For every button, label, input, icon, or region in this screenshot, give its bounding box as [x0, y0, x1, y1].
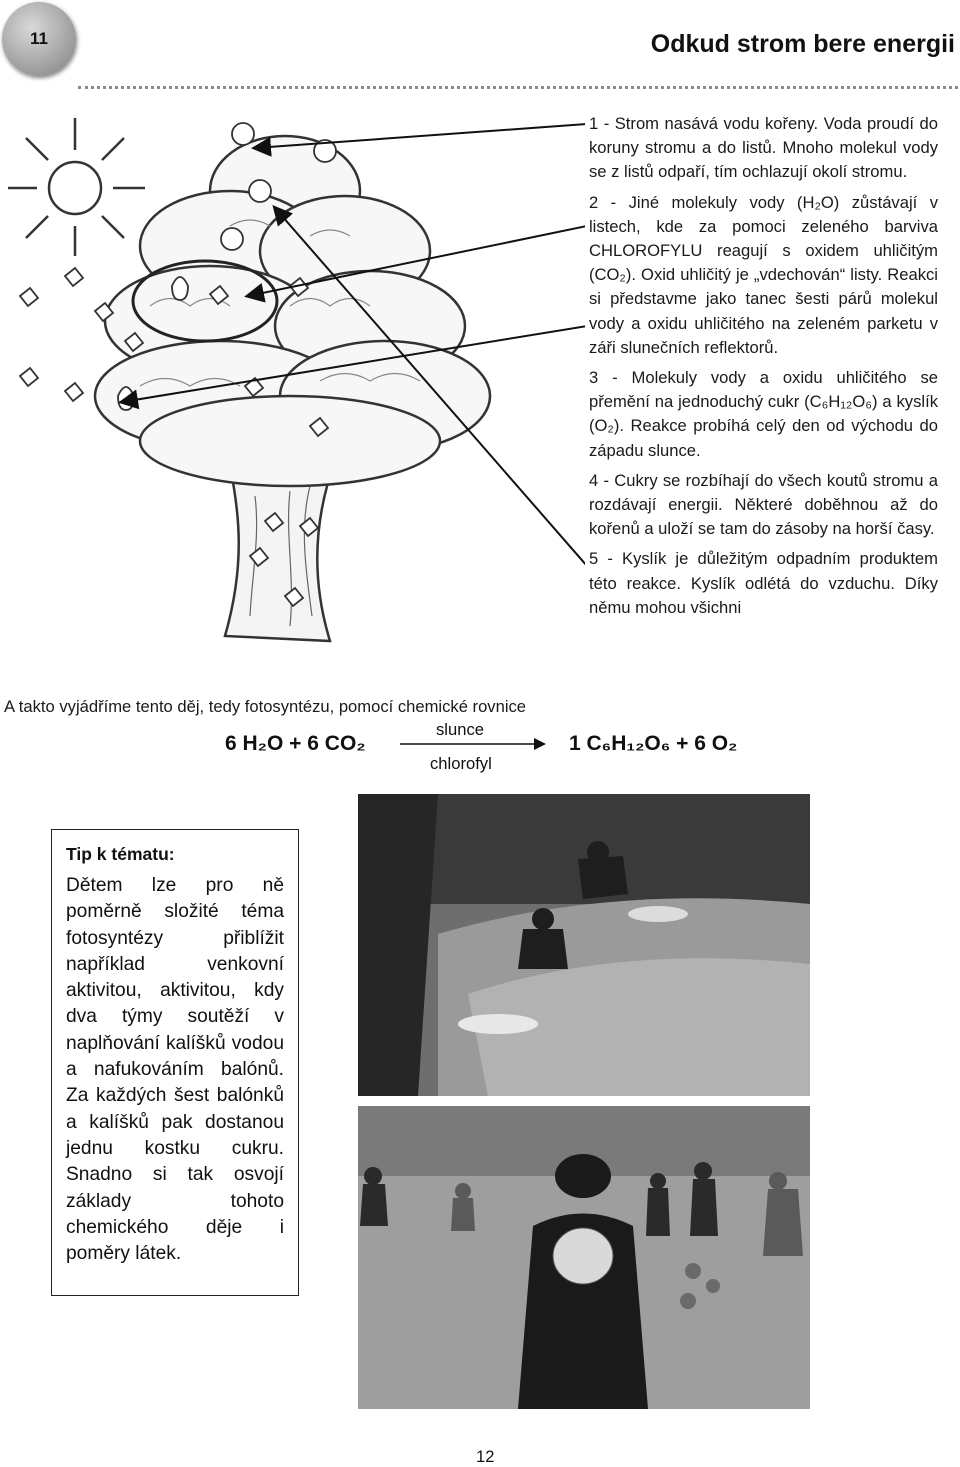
tree-canopy	[95, 136, 490, 486]
paragraph-1: 1 - Strom nasává vodu kořeny. Voda proudí do koruny stromu a do listů. Mnoho molekul vody se z listů odpaří, tím ochlazují okolí stromu.	[589, 114, 938, 182]
page-title: Odkud strom bere energii	[650, 30, 955, 58]
photo-children-with-balloons	[358, 1106, 810, 1409]
tip-body: Dětem lze pro ně poměrně složité téma fotosyntézy přiblížit například venkovní aktivitou, aktivitou, kdy dva týmy soutěží v naplňování kalíšků vodou a nafukováním balónů. Za každých šest balónků a kalíšků pak dostanou jednu kostku cukru. Snadno si tak osvojí základy tohoto chemického děje i poměry látek.	[66, 875, 284, 1265]
header-divider	[78, 86, 958, 89]
equation-intro: A takto vyjádříme tento děj, tedy fotosyntézu, pomocí chemické rovnice	[4, 697, 527, 716]
equation-condition-top: slunce	[436, 720, 484, 739]
sun-icon	[8, 118, 145, 256]
tree-illustration	[0, 96, 585, 656]
tip-box	[51, 829, 299, 1296]
equation-reactants: 6 H₂O + 6 CO₂	[225, 732, 366, 755]
page-number: 12	[476, 1447, 495, 1466]
tree-trunk	[225, 461, 335, 641]
chapter-badge	[2, 2, 76, 76]
paragraph-2: 2 - Jiné molekuly vody (H₂O) zůstávají v listech, kde za pomoci zeleného barviva CHLOROFYLU reagují s oxidem uhličitým (CO₂). Oxid uhličitý je „vdechován“ listy. Reakci si představme jako tanec šesti párů molekul vody a oxidu uhličitého na zeleném parketu v záři slunečních reflektorů.	[589, 192, 938, 357]
tip-title: Tip k tématu:	[66, 844, 175, 864]
photo-children-at-pond	[358, 794, 810, 1096]
paragraph-4: 4 - Cukry se rozbíhají do všech koutů stromu a rozdávají energii. Některé doběhnou až do kořenů a uloží se tam do zásoby na horší časy.	[589, 470, 938, 539]
equation-condition-bottom: chlorofyl	[430, 754, 492, 773]
explanation-text	[589, 112, 938, 649]
reaction-arrow-icon	[400, 736, 548, 752]
chapter-number: 11	[30, 29, 48, 48]
paragraph-3: 3 - Molekuly vody a oxidu uhličitého se přemění na jednoduchý cukr (C₆H₁₂O₆) a kyslík (O₂). Reakce probíhá celý den od východu do západu slunce.	[589, 368, 938, 460]
paragraph-5: 5 - Kyslík je důležitým odpadním produktem této reakce. Kyslík odlétá do vzduchu. Díky němu mohou všichni	[589, 549, 938, 617]
equation-products: 1 C₆H₁₂O₆ + 6 O₂	[569, 732, 738, 755]
